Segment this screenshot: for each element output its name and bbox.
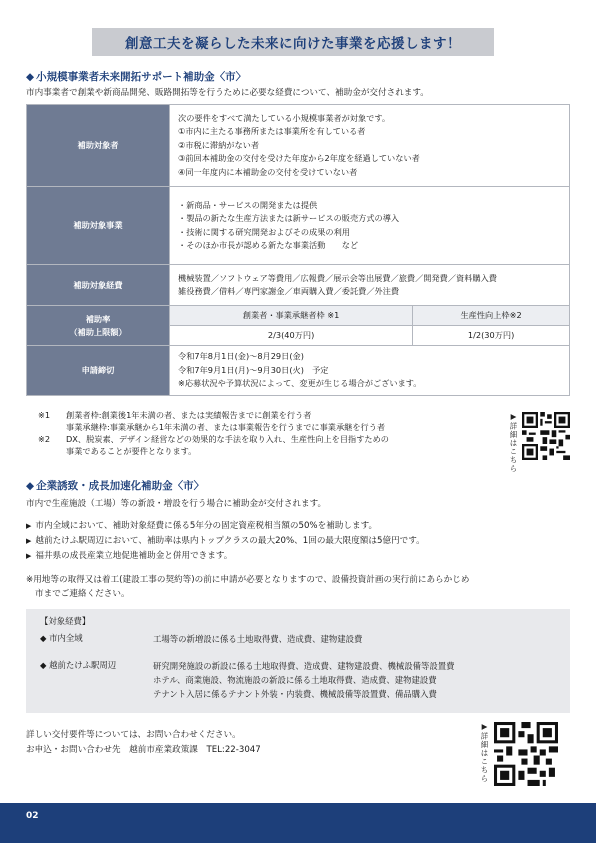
rate-col1-head: 創業者・事業承継者枠 ※1 [170, 306, 413, 326]
row-label: 申請締切 [27, 346, 170, 396]
page-banner: 創意工夫を凝らした未来に向けた事業を応援します！ [92, 28, 494, 56]
row-content: 令和7年8月1日(金)～8月29日(金) 令和7年9月1日(月)～9月30日(火) 予定 ※応募状況や予算状況によって、変更が生じる場合がございます。 [170, 346, 570, 396]
table-row [27, 346, 570, 396]
list-item: ▶ 市内全域において、補助対象経費に係る5年分の固定資産税相当額の50%を補助します。 [26, 521, 378, 531]
contact-info: 詳しい交付要件等については、お問い合わせください。 お申込・お問い合わせ先 越前市産業政策課 TEL:22-3047 [26, 730, 261, 755]
row-content: ・新商品・サービスの開発または提供 ・製品の新たな生産方法または新サービスの販売方式の導入 ・技術に関する研究開発およびその成果の利用 ・そのほか市長が認める新たな事業活動 など [170, 187, 570, 265]
section2-title: 企業誘致・成長加速化補助金〈市〉 [36, 480, 205, 492]
page-number: 02 [26, 811, 39, 821]
row-content: 次の要件をすべて満たしている小規模事業者が対象です。 ①市内に主たる事務所または事業所を有している者 ②市税に滞納がない者 ③前回本補助金の交付を受けた年度から2年度を経過していない者 ④同一年度内に本補助金の交付を受けていない者 [170, 105, 570, 187]
box-item-label: ◆ 越前たけふ駅周辺 [40, 660, 117, 670]
bullet-list [26, 519, 425, 564]
table-row [27, 306, 570, 326]
rate-col1-value: 2/3(40万円) [170, 326, 413, 346]
eligible-costs-box [26, 609, 570, 713]
page-footer [0, 803, 596, 843]
qr-caption: ▶詳細はこちら [480, 722, 489, 783]
footnote: ※1 創業者枠:創業後1年未満の者、または実績報告までに創業を行う者 事業承継枠:事業承継から1年未満の者、または事業報告を行うまでに事業承継を行う者 [38, 410, 386, 432]
section1-title: 小規模事業者未来開拓サポート補助金〈市〉 [36, 71, 247, 83]
table-row [27, 265, 570, 306]
rate-col2-head: 生産性向上枠※2 [413, 306, 570, 326]
triangle-icon: ▶ [26, 537, 32, 545]
diamond-icon: ◆ [26, 71, 35, 83]
row-label: 補助対象者 [27, 105, 170, 187]
subsidy-table [26, 104, 570, 396]
qr-code-icon[interactable] [494, 722, 558, 786]
box-title: 【対象経費】 [40, 616, 91, 626]
section2-intro: 市内で生産施設（工場）等の新設・増設を行う場合に補助金が交付されます。 [26, 499, 327, 509]
section1-intro: 市内事業者で創業や新商品開発、販路開拓等を行うために必要な経費について、補助金が交付されます。 [26, 88, 429, 98]
triangle-icon: ▶ [26, 552, 32, 560]
rate-label: 補助率 （補助上限額） [27, 306, 170, 346]
diamond-icon: ◆ [26, 480, 35, 492]
table-row [27, 187, 570, 265]
section1-heading [26, 69, 246, 84]
box-item-label: ◆ 市内全域 [40, 633, 83, 643]
rate-col2-value: 1/2(30万円) [413, 326, 570, 346]
list-item: ▶ 越前たけふ駅周辺において、補助率は県内トップクラスの最大20%、1回の最大限度額は5億円です。 [26, 536, 425, 546]
box-item-text: 工場等の新増設に係る土地取得費、造成費、建物建設費 [153, 634, 363, 644]
footnotes [26, 409, 389, 457]
row-label: 補助対象経費 [27, 265, 170, 306]
qr-caption: ▶詳細はこちら [509, 412, 518, 473]
row-label: 補助対象事業 [27, 187, 170, 265]
box-item-text: 研究開発施設の新設に係る土地取得費、造成費、建物建設費、機械設備等設置費 ホテル、商業施設、物流施設の新設に係る土地取得費、造成費、建物建設費 テナント入居に係るテナント外装・内装費、機械設備等設置費、備品購入費 [153, 661, 455, 700]
list-item: ▶ 福井県の成長産業立地促進補助金と併用できます。 [26, 551, 233, 561]
qr-code-icon[interactable] [522, 412, 570, 460]
row-content: 機械装置／ソフトウェア等費用／広報費／展示会等出展費／旅費／開発費／資料購入費 雑役務費／借料／専門家謝金／車両購入費／委託費／外注費 [170, 265, 570, 306]
application-notice: ※用地等の取得又は着工(建設工事の契約等)の前に申請が必要となりますので、設備投資計画の実行前にあらかじめ 市までご連絡ください。 [26, 575, 470, 599]
table-row [27, 105, 570, 187]
footnote: ※2 DX、脱炭素、デザイン経営などの効果的な手法を取り入れ、生産性向上を目指すための 事業であることが要件となります。 [38, 434, 389, 456]
section2-heading [26, 478, 204, 493]
triangle-icon: ▶ [26, 522, 32, 530]
